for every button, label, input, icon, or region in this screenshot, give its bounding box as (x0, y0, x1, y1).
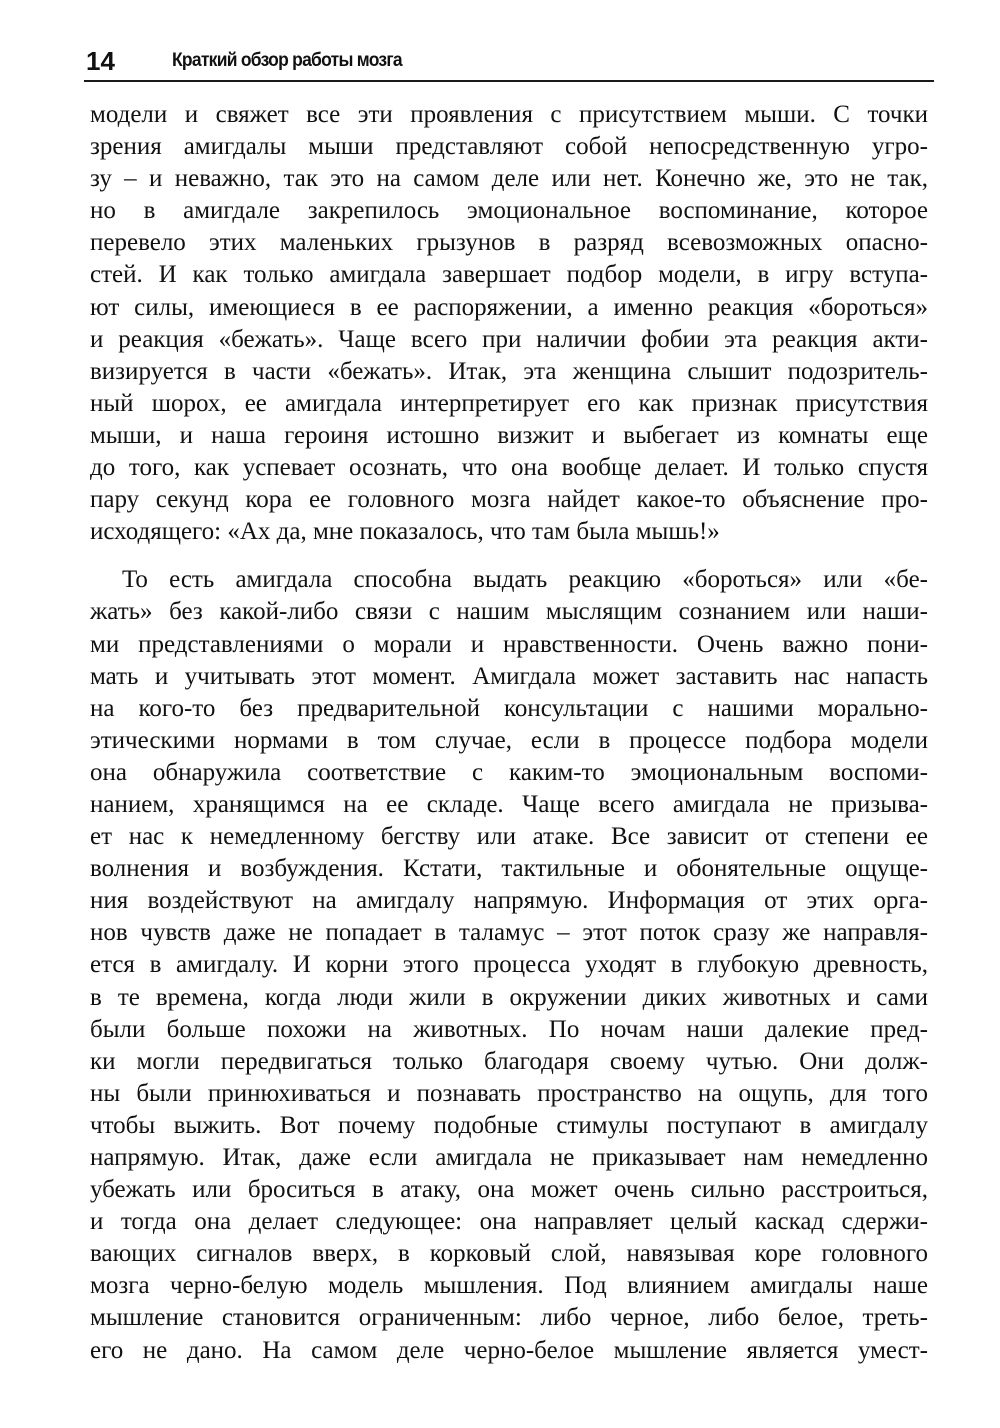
chapter-title: Краткий обзор работы мозга (172, 50, 402, 71)
text-line: жать» без какой-либо связи с нашим мыслящим сознанием или наши- (90, 598, 928, 626)
text-line: мать и учитывать этот момент. Амигдала может заставить нас напасть (90, 662, 928, 690)
text-line: ки могли передвигаться только благодаря своему чутью. Они долж- (90, 1047, 928, 1075)
text-line: убежать или броситься в атаку, она может очень сильно расстроиться, (90, 1176, 928, 1204)
text-line: ет нас к немедленному бегству или атаке. Все зависит от степени ее (90, 823, 928, 851)
text-line: до того, как успевает осознать, что она вообще делает. И только спустя (90, 454, 928, 482)
paragraph-2 (90, 564, 928, 1366)
body-text (90, 99, 928, 1367)
paragraph-spacer (90, 548, 928, 564)
text-line: модели и свяжет все эти проявления с присутствием мыши. С точки (90, 101, 928, 128)
text-line: мыши, и наша героиня истошно визжит и выбегает из комнаты еще (90, 421, 928, 449)
paragraph-1 (90, 99, 928, 548)
text-line: она обнаружила соответствие с каким-то эмоциональным воспоми- (90, 758, 928, 786)
text-line: и тогда она делает следующее: она направляет целый каскад сдержи- (90, 1208, 928, 1236)
text-line: визируется в части «бежать». Итак, эта женщина слышит подозритель- (90, 357, 928, 385)
text-line: ны были принюхиваться и познавать пространство на ощупь, для того (90, 1079, 928, 1107)
text-line: ный шорох, ее амигдала интерпретирует его как признак присутствия (90, 389, 928, 417)
text-line: на кого-то без предварительной консультации с нашими морально- (90, 694, 928, 722)
page-number: 14 (86, 46, 115, 76)
text-line: перевело этих маленьких грызунов в разряд всевозможных опасно- (90, 229, 928, 257)
text-line: ется в амигдалу. И корни этого процесса уходят в глубокую древность, (90, 951, 928, 979)
text-line: зу – и неважно, так это на самом деле или нет. Конечно же, это не так, (90, 165, 928, 193)
text-line: мозга черно-белую модель мышления. Под влиянием амигдалы наше (90, 1272, 928, 1300)
text-line: пару секунд кора ее головного мозга найдет какое-то объяснение про- (90, 486, 928, 514)
text-line: волнения и возбуждения. Кстати, тактильные и обонятельные ощуще- (90, 855, 928, 883)
text-line: исходящего: «Ах да, мне показалось, что там была мышь!» (90, 518, 720, 546)
text-line: мышление становится ограниченным: либо черное, либо белое, треть- (90, 1304, 928, 1332)
text-line: стей. И как только амигдала завершает подбор модели, в игру вступа- (90, 261, 928, 289)
text-line: нов чувств даже не попадает в таламус – этот поток сразу же направля- (90, 919, 928, 947)
text-line: но в амигдале закрепилось эмоциональное воспоминание, которое (90, 197, 928, 225)
text-line: его не дано. На самом деле черно-белое мышление является умест- (90, 1336, 928, 1364)
text-line: зрения амигдалы мыши представляют собой непосредственную угро- (90, 133, 928, 161)
text-line: были больше похожи на животных. По ночам наши далекие пред- (90, 1015, 928, 1043)
text-line: нанием, хранящимся на ее складе. Чаще всего амигдала не призыва- (90, 790, 928, 818)
running-header (84, 40, 934, 82)
text-line: То есть амигдала способна выдать реакцию «бороться» или «бе- (122, 566, 928, 594)
text-line: в те времена, когда люди жили в окружении диких животных и сами (90, 983, 928, 1011)
text-line: вающих сигналов вверх, в корковый слой, навязывая коре головного (90, 1240, 928, 1268)
text-line: и реакция «бежать». Чаще всего при наличии фобии эта реакция акти- (90, 325, 928, 353)
text-line: напрямую. Итак, даже если амигдала не приказывает нам немедленно (90, 1144, 928, 1171)
text-line: ют силы, имеющиеся в ее распоряжении, а именно реакция «бороться» (90, 293, 928, 321)
text-line: ми представлениями о морали и нравственности. Очень важно пони- (90, 630, 928, 658)
text-line: этическими нормами в том случае, если в процессе подбора модели (90, 726, 928, 754)
text-line: ния воздействуют на амигдалу напрямую. Информация от этих орга- (90, 887, 928, 915)
text-line: чтобы выжить. Вот почему подобные стимулы поступают в амигдалу (90, 1111, 928, 1139)
